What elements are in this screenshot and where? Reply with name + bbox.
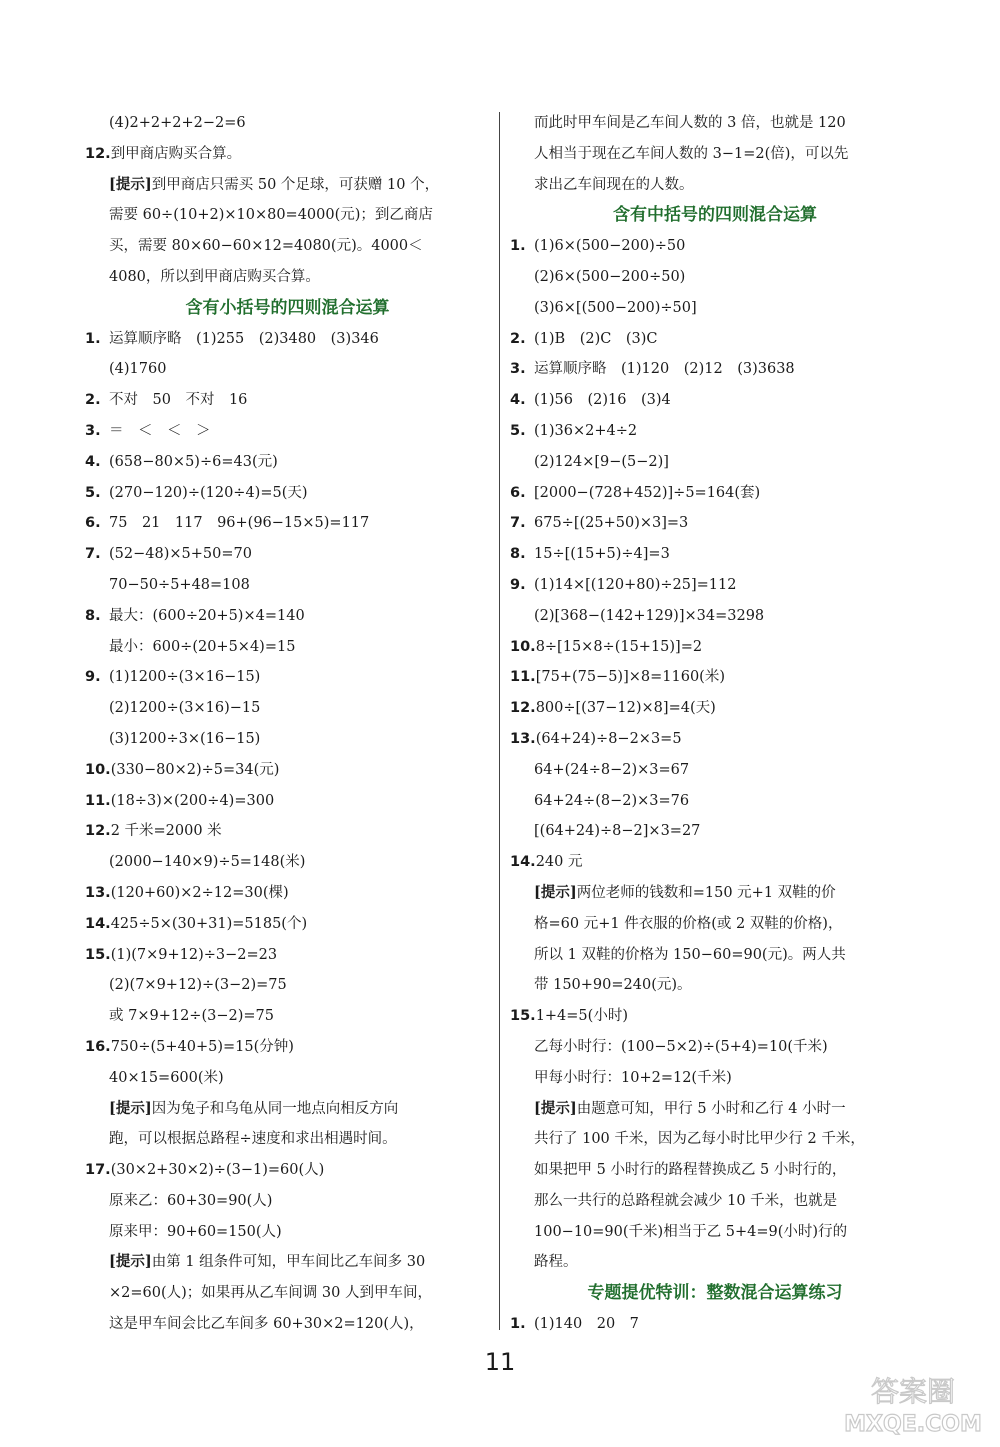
continuation-line: (2)(7×9+12)÷(3−2)=75 [109, 977, 287, 994]
hint-line [85, 170, 490, 201]
answer-item [85, 878, 490, 909]
answer-text: (64+24)÷8−2×3=5 [535, 730, 682, 747]
answer-item [510, 632, 920, 663]
answer-item [85, 539, 490, 570]
answer-item [85, 1032, 490, 1063]
hint-line [510, 1094, 920, 1125]
hint-text: 到甲商店只需买 50 个足球，可获赠 10 个， [151, 176, 440, 193]
item-number: 17. [85, 1162, 111, 1179]
continuation-line: 如果把甲 5 小时行的路程替换成乙 5 小时行的， [534, 1162, 847, 1179]
continuation-line: (3)6×[(500−200)÷50] [534, 299, 697, 316]
item-number: 2. [510, 330, 526, 347]
item-number: 10. [85, 761, 111, 778]
answer-text: 不对 50 不对 16 [109, 392, 248, 409]
continuation-line: 这是甲车间会比乙车间多 60+30×2=120(人)， [109, 1316, 424, 1333]
continuation-line: 甲每小时行：10+2=12(千米) [534, 1069, 732, 1086]
continuation-line: 格=60 元+1 件衣服的价格(或 2 双鞋的价格)， [534, 915, 843, 932]
answer-text: (1)56 (2)16 (3)4 [534, 392, 671, 409]
answer-item [510, 324, 920, 355]
answer-item [510, 1309, 920, 1340]
continuation-line: (4)2+2+2+2−2=6 [109, 115, 246, 131]
answer-item [510, 354, 920, 385]
answer-text: (1)1200÷(3×16−15) [109, 669, 261, 686]
answer-item [510, 508, 920, 539]
continuation-line: 求出乙车间现在的人数。 [534, 176, 694, 193]
hint-label: [提示] [109, 175, 152, 193]
item-number: 13. [510, 730, 536, 747]
item-number: 1. [85, 330, 101, 347]
continuation-line: 那么一共行的总路程就会减少 10 千米，也就是 [534, 1192, 838, 1209]
answer-text: (1)(7×9+12)÷3−2=23 [110, 946, 278, 963]
answer-item [510, 847, 920, 878]
item-number: 1. [510, 1316, 526, 1333]
continuation-line: 原来乙：60+30=90(人) [109, 1192, 273, 1209]
answer-text: 750÷(5+40+5)=15(分钟) [110, 1038, 294, 1055]
answer-item [85, 478, 490, 509]
watermark-text: 答案圈 [870, 1375, 956, 1408]
page-number: 11 [484, 1348, 516, 1376]
answer-item [85, 385, 490, 416]
item-number: 13. [85, 884, 111, 901]
continuation-line: ×2=60(人)；如果再从乙车间调 30 人到甲车间， [109, 1285, 432, 1302]
left-column [85, 108, 490, 1340]
continuation-line: 原来甲：90+60=150(人) [109, 1223, 282, 1240]
answer-item [510, 539, 920, 570]
continuation-line: 而此时甲车间是乙车间人数的 3 倍，也就是 120 [534, 115, 846, 131]
continuation-line: [(64+24)÷8−2]×3=27 [534, 823, 701, 840]
item-number: 4. [85, 453, 101, 470]
item-number: 1. [510, 238, 526, 255]
item-number: 15. [85, 946, 111, 963]
item-number: 5. [85, 484, 101, 501]
answer-text: (1)B (2)C (3)C [534, 330, 658, 347]
continuation-line: (2)[368−(142+129)]×34=3298 [534, 607, 765, 624]
continuation-line: 共行了 100 千米，因为乙每小时比甲少行 2 千米， [534, 1131, 865, 1148]
item-number: 10. [510, 638, 536, 655]
answer-item [510, 1001, 920, 1032]
continuation-line: 最小：600÷(20+5×4)=15 [109, 638, 296, 655]
answer-text: ＝ ＜ ＜ ＞ [109, 422, 211, 439]
answer-text: 75 21 117 96+(96−15×5)=117 [109, 515, 370, 532]
answer-item [85, 816, 490, 847]
answer-item [85, 416, 490, 447]
answer-item [85, 447, 490, 478]
item-number: 12. [85, 145, 111, 162]
answer-text: (18÷3)×(200÷4)=300 [110, 792, 275, 809]
answer-text: 15÷[(15+5)÷4]=3 [534, 546, 670, 563]
hint-text: 由题意可知，甲行 5 小时和乙行 4 小时一 [576, 1100, 846, 1117]
item-number: 14. [85, 915, 111, 932]
item-number: 12. [510, 700, 536, 717]
continuation-line: 所以 1 双鞋的价格为 150−60=90(元)。两人共 [534, 946, 846, 963]
item-number: 2. [85, 392, 101, 409]
answer-text: (120+60)×2÷12=30(棵) [110, 884, 289, 901]
answer-item [85, 786, 490, 817]
item-number: 11. [510, 669, 536, 686]
continuation-line: 100−10=90(千米)相当于乙 5+4=9(小时)行的 [534, 1223, 848, 1240]
item-number: 4. [510, 392, 526, 409]
continuation-line: 乙每小时行：(100−5×2)÷(5+4)=10(千米) [534, 1038, 828, 1055]
hint-label: [提示] [534, 1099, 577, 1117]
answer-text: 最大：(600÷20+5)×4=140 [109, 607, 305, 624]
hint-text: 因为兔子和乌龟从同一地点向相反方向 [151, 1100, 399, 1117]
answer-text: 运算顺序略 (1)255 (2)3480 (3)346 [109, 330, 379, 347]
answer-text: 到甲商店购买合算。 [110, 145, 242, 162]
answer-text: (1)6×(500−200)÷50 [534, 238, 686, 255]
answer-text: (1)140 20 7 [534, 1316, 639, 1333]
answer-item [85, 601, 490, 632]
item-number: 9. [85, 669, 101, 686]
hint-text: 两位老师的钱数和=150 元+1 双鞋的价 [576, 884, 836, 901]
answer-text: (330−80×2)÷5=34(元) [110, 761, 280, 778]
continuation-line: (2)124×[9−(5−2)] [534, 453, 669, 470]
answer-text: 8÷[15×8÷(15+15)]=2 [535, 638, 703, 655]
item-number: 16. [85, 1038, 111, 1055]
item-number: 7. [510, 515, 526, 532]
answer-text: 425÷5×(30+31)=5185(个) [110, 915, 308, 932]
item-number: 14. [510, 854, 536, 871]
answer-text: 运算顺序略 (1)120 (2)12 (3)3638 [534, 361, 795, 378]
answer-item [510, 231, 920, 262]
answer-text: [75+(75−5)]×8=1160(米) [535, 669, 725, 686]
item-number: 6. [510, 484, 526, 501]
answer-text: 800÷[(37−12)×8]=4(天) [535, 700, 716, 717]
answer-text: (1)36×2+4÷2 [534, 422, 638, 439]
continuation-line: 人相当于现在乙车间人数的 3−1=2(倍)，可以先 [534, 145, 849, 162]
item-number: 6. [85, 515, 101, 532]
answer-text: (1)14×[(120+80)÷25]=112 [534, 576, 737, 593]
right-column [510, 108, 920, 1340]
answer-item [85, 1155, 490, 1186]
item-number: 3. [510, 361, 526, 378]
answer-item [510, 662, 920, 693]
continuation-line: 64+(24÷8−2)×3=67 [534, 761, 690, 778]
continuation-line: 或 7×9+12÷(3−2)=75 [109, 1008, 274, 1025]
item-number: 12. [85, 823, 111, 840]
answer-text: (270−120)÷(120÷4)=5(天) [109, 484, 308, 501]
item-number: 7. [85, 546, 101, 563]
item-number: 3. [85, 422, 101, 439]
item-number: 8. [85, 607, 101, 624]
column-divider [499, 112, 500, 1330]
hint-line [85, 1094, 490, 1125]
answer-item [510, 478, 920, 509]
watermark-url: MXQE.COM [844, 1412, 982, 1437]
continuation-line: (3)1200÷3×(16−15) [109, 730, 261, 747]
section-heading: 专题提优特训：整数混合运算练习 [587, 1283, 843, 1304]
item-number: 8. [510, 546, 526, 563]
answer-item [510, 385, 920, 416]
answer-text: [2000−(728+452)]÷5=164(套) [534, 484, 761, 501]
hint-line [85, 1247, 490, 1278]
hint-text: 由第 1 组条件可知，甲车间比乙车间多 30 [151, 1254, 426, 1271]
answer-item [510, 693, 920, 724]
continuation-line: 路程。 [534, 1254, 578, 1271]
continuation-line: 40×15=600(米) [109, 1069, 224, 1086]
watermark-logo [838, 1369, 988, 1439]
answer-text: 1+4=5(小时) [535, 1008, 628, 1025]
answer-text: (52−48)×5+50=70 [109, 546, 252, 563]
hint-label: [提示] [534, 883, 577, 901]
continuation-line: 带 150+90=240(元)。 [534, 977, 692, 994]
item-number: 9. [510, 576, 526, 593]
continuation-line: (2)6×(500−200÷50) [534, 268, 686, 285]
continuation-line: 4080，所以到甲商店购买合算。 [109, 268, 320, 285]
answer-item [85, 324, 490, 355]
hint-line [510, 878, 920, 909]
continuation-line: 70−50÷5+48=108 [109, 576, 250, 593]
answer-text: (658−80×5)÷6=43(元) [109, 453, 278, 470]
answer-text: 240 元 [535, 854, 583, 871]
continuation-line: 64+24÷(8−2)×3=76 [534, 792, 690, 809]
answer-text: 2 千米=2000 米 [110, 823, 222, 840]
continuation-line: 买，需要 80×60−60×12=4080(元)。4000＜ [109, 238, 423, 255]
continuation-line: 需要 60÷(10+2)×10×80=4000(元)；到乙商店 [109, 207, 433, 224]
answer-text: 675÷[(25+50)×3]=3 [534, 515, 689, 532]
answer-item [510, 416, 920, 447]
hint-label: [提示] [109, 1253, 152, 1271]
answer-item [85, 508, 490, 539]
continuation-line: 跑，可以根据总路程÷速度和求出相遇时间。 [109, 1131, 397, 1148]
item-number: 15. [510, 1008, 536, 1025]
section-heading: 含有小括号的四则混合运算 [185, 297, 390, 318]
answer-item [85, 139, 490, 170]
item-number: 11. [85, 792, 111, 809]
answer-item [85, 940, 490, 971]
continuation-line: (2)1200÷(3×16)−15 [109, 700, 261, 717]
answer-item [85, 662, 490, 693]
continuation-line: (4)1760 [109, 361, 167, 378]
answer-item [85, 755, 490, 786]
answer-item [510, 724, 920, 755]
section-heading: 含有中括号的四则混合运算 [613, 205, 817, 226]
answer-item [85, 909, 490, 940]
item-number: 5. [510, 422, 526, 439]
answer-text: (30×2+30×2)÷(3−1)=60(人) [110, 1162, 325, 1179]
continuation-line: (2000−140×9)÷5=148(米) [109, 854, 306, 871]
answer-item [510, 570, 920, 601]
hint-label: [提示] [109, 1099, 152, 1117]
